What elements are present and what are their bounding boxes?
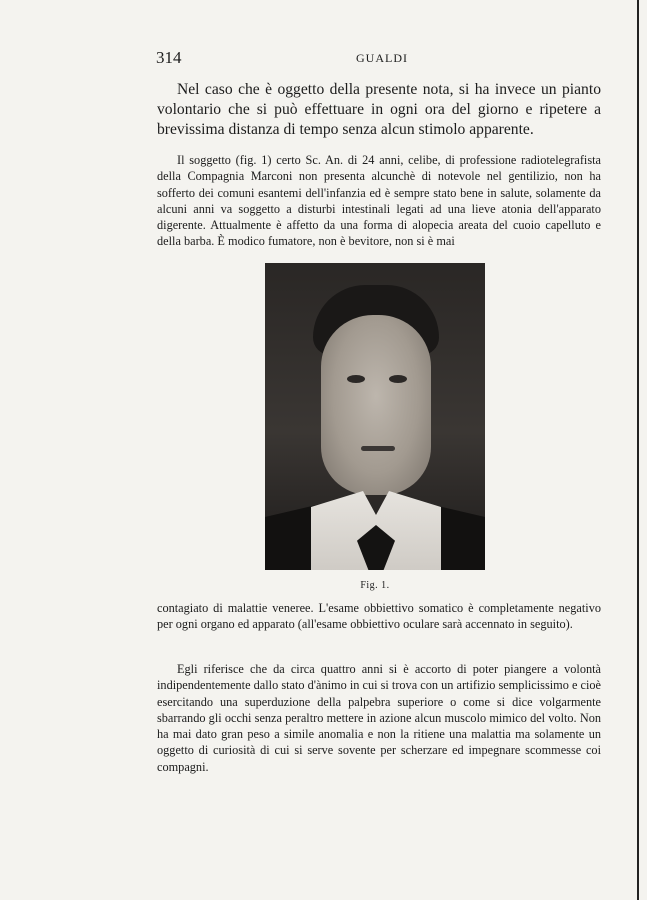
portrait-left-eye: [347, 375, 365, 383]
body-paragraph-3: Egli riferisce che da circa quattro anni si è accorto di poter piangere a volontà indipendentemente dallo stato d'ànimo in cui si trova con un artifizio semplicissimo e cioè esercitando una superduzione della palpebra superiore o come si dice volgarmente sbarrando gli occhi senza peraltro mettere in azione alcun muscolo mimico del volto. Non ha mai dato gran peso a simile anomalia e non la ritiene una malattia ma solamente un oggetto di curiosità di cui si serve sovente per scherzare ed impegnare scommesse coi compagni.: [157, 662, 601, 774]
running-head: GUALDI: [356, 51, 408, 65]
figure-caption: Fig. 1.: [360, 580, 390, 591]
portrait-right-eye: [389, 375, 407, 383]
portrait-photo: [265, 263, 485, 570]
portrait-face: [321, 315, 431, 495]
body-paragraph-1: Il soggetto (fig. 1) certo Sc. An. di 24 anni, celibe, di professione radiotelegrafista della Compagnia Marconi non presenta alcunchè di notevole nel gentilizio, non ha sofferto dei comuni esantemi dell'infanzia ed è sempre stato bene in salute, solamente da alcuni anni va soggetto a disturbi intestinali legati ad una lieve atonia dell'apparato digerente. Attualmente è affetto da una forma di alopecia areata del cuoio capelluto e della barba. È modico fumatore, non è bevitore, non si è mai: [157, 153, 601, 249]
intro-paragraph: Nel caso che è oggetto della presente nota, si ha invece un pianto volontario che si può effettuare in ogni ora del giorno e ripetere a brevissima distanza di tempo senza alcun stimolo apparente.: [157, 81, 601, 138]
page-number: 314: [156, 48, 182, 67]
page-edge: [637, 0, 639, 900]
portrait-mustache: [361, 446, 395, 451]
page-header: [156, 48, 606, 70]
body-paragraph-2: contagiato di malattie veneree. L'esame obbiettivo somatico è completamente negativo per ogni organo ed apparato (all'esame obbiettivo oculare sarà accennato in seguito).: [157, 601, 601, 632]
